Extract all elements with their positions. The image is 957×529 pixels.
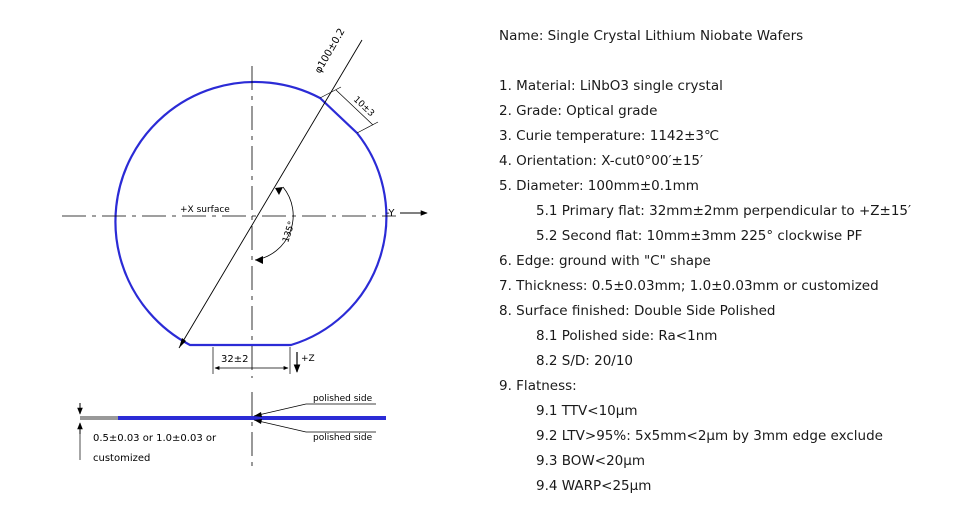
spec-material: 1. Material: LiNbO3 single crystal (499, 78, 723, 94)
angle-arrowhead-bottom (255, 256, 263, 264)
spec-ttv: 9.1 TTV<10μm (536, 403, 638, 419)
polished-side-top-label: polished side (313, 394, 373, 404)
spec-warp: 9.4 WARP<25μm (536, 478, 652, 494)
neg-y-label: -Y (386, 208, 395, 219)
spec-flatness: 9. Flatness: (499, 378, 577, 394)
spec-polished-side: 8.1 Polished side: Ra<1nm (536, 328, 718, 344)
spec-ltv: 9.2 LTV>95%: 5x5mm<2μm by 3mm edge exclude (536, 428, 883, 444)
spec-second-flat: 5.2 Second flat: 10mm±3mm 225° clockwise PF (536, 228, 863, 244)
spec-edge: 6. Edge: ground with "C" shape (499, 253, 711, 269)
secondary-flat-ext-2 (357, 122, 378, 133)
spec-primary-flat: 5.1 Primary flat: 32mm±2mm perpendicular to +Z±15′ (536, 203, 912, 219)
wafer-outline (115, 82, 386, 345)
spec-grade: 2. Grade: Optical grade (499, 103, 658, 119)
spec-diameter: 5. Diameter: 100mm±0.1mm (499, 178, 699, 194)
spec-surface-finished: 8. Surface finished: Double Side Polished (499, 303, 776, 319)
spec-thickness: 7. Thickness: 0.5±0.03mm; 1.0±0.03mm or customized (499, 278, 879, 294)
product-name: Name: Single Crystal Lithium Niobate Wafers (499, 28, 804, 44)
polished-leader-bottom (254, 420, 306, 432)
spec-orientation: 4. Orientation: X-cut0°00′±15′ (499, 153, 704, 169)
thickness-label-line1: 0.5±0.03 or 1.0±0.03 or (93, 433, 217, 444)
diameter-line (179, 40, 362, 348)
secondary-flat-label: 10±3 (350, 94, 376, 120)
z-label: +Z (301, 354, 315, 364)
polished-leader-top (254, 404, 306, 416)
spec-scratch-dig: 8.2 S/D: 20/10 (536, 353, 634, 369)
polished-side-bottom-label: polished side (313, 433, 373, 443)
secondary-flat-ext-1 (320, 87, 341, 98)
primary-flat-label: 32±2 (221, 354, 249, 365)
x-surface-label: +X surface (180, 205, 230, 215)
angle-arrowhead-top (275, 187, 283, 195)
diameter-label: φ100±0.2 (313, 26, 348, 76)
spec-bow: 9.3 BOW<20μm (536, 453, 645, 469)
spec-curie-temperature: 3. Curie temperature: 1142±3℃ (499, 128, 720, 144)
thickness-label-line2: customized (93, 453, 151, 464)
angle-label: 135° (281, 220, 298, 244)
